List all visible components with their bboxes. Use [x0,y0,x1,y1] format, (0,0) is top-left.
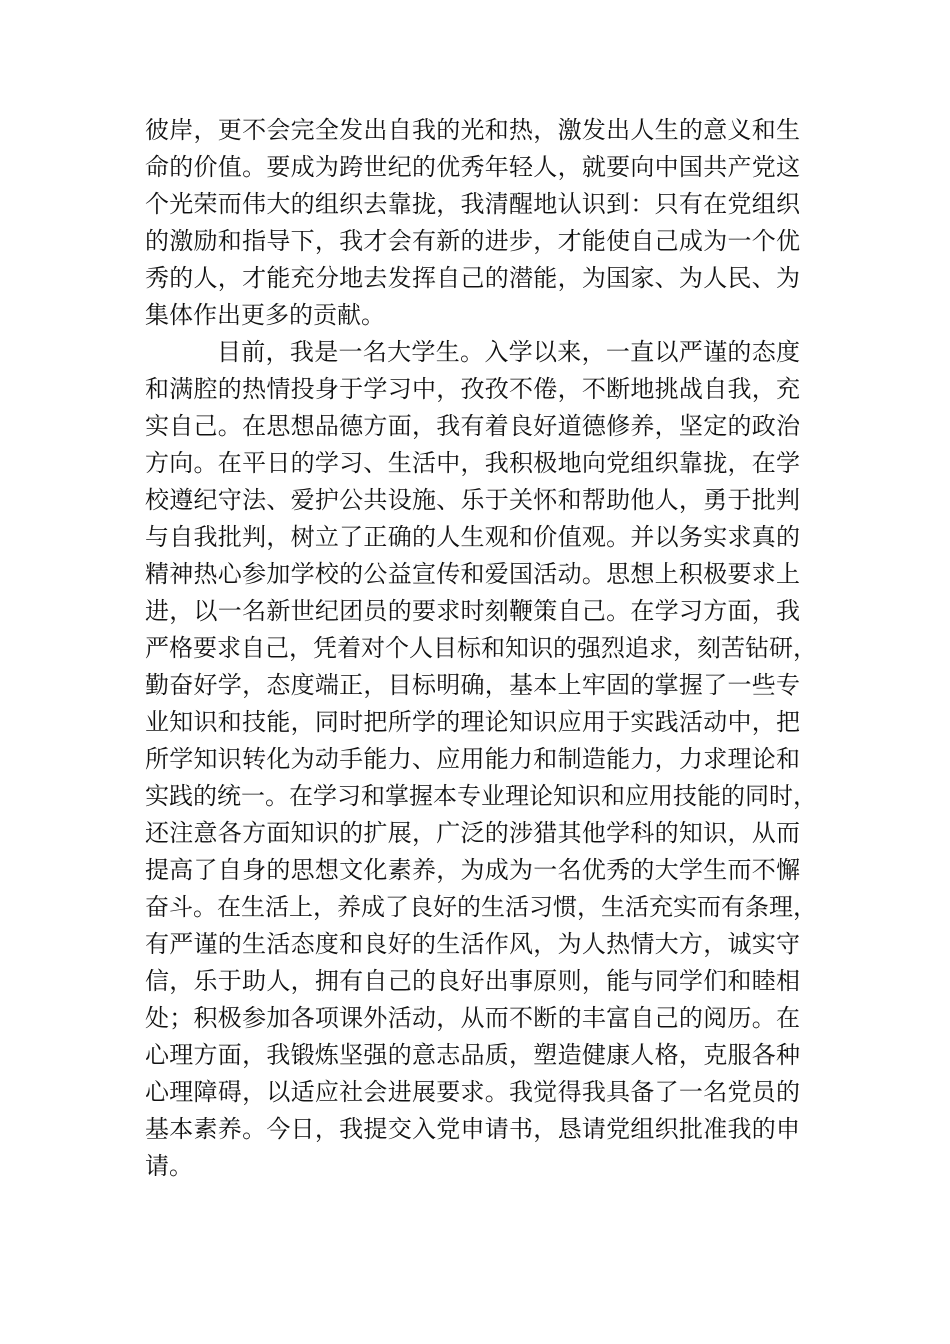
text-line: 心理方面，我锻炼坚强的意志品质，塑造健康人格，克服各种 [145,1041,800,1069]
text-line: 进，以一名新世纪团员的要求时刻鞭策自己。在学习方面，我 [145,597,800,625]
text-line: 和满腔的热情投身于学习中，孜孜不倦，不断地挑战自我，充 [145,375,800,403]
text-line: 方向。在平日的学习、生活中，我积极地向党组织靠拢，在学 [145,449,800,477]
text-line: 个光荣而伟大的组织去靠拢，我清醒地认识到：只有在党组织 [145,190,800,218]
text-line: 精神热心参加学校的公益宣传和爱国活动。思想上积极要求上 [145,560,800,588]
text-line: 请。 [145,1152,193,1180]
text-line: 集体作出更多的贡献。 [145,301,385,329]
document-page [145,112,817,1185]
text-line: 与自我批判，树立了正确的人生观和价值观。并以务实求真的 [145,523,800,551]
text-line: 严格要求自己，凭着对个人目标和知识的强烈追求，刻苦钻研， [145,634,817,662]
text-line: 彼岸，更不会完全发出自我的光和热，激发出人生的意义和生 [145,116,800,144]
text-line: 处；积极参加各项课外活动，从而不断的丰富自己的阅历。在 [145,1004,800,1032]
text-line: 所学知识转化为动手能力、应用能力和制造能力，力求理论和 [145,745,800,773]
text-line: 实践的统一。在学习和掌握本专业理论知识和应用技能的同时， [145,782,817,810]
paragraph-2 [145,334,817,1185]
text-line: 校遵纪守法、爱护公共设施、乐于关怀和帮助他人，勇于批判 [145,486,800,514]
text-line: 还注意各方面知识的扩展，广泛的涉猎其他学科的知识，从而 [145,819,800,847]
text-line: 的激励和指导下，我才会有新的进步，才能使自己成为一个优 [145,227,800,255]
text-line: 目前，我是一名大学生。入学以来，一直以严谨的态度 [217,338,800,366]
text-line: 勤奋好学，态度端正，目标明确，基本上牢固的掌握了一些专 [145,671,800,699]
text-line: 奋斗。在生活上，养成了良好的生活习惯，生活充实而有条理， [145,893,817,921]
text-line: 秀的人，才能充分地去发挥自己的潜能，为国家、为人民、为 [145,264,800,292]
text-line: 信，乐于助人，拥有自己的良好出事原则，能与同学们和睦相 [145,967,800,995]
text-line: 命的价值。要成为跨世纪的优秀年轻人，就要向中国共产党这 [145,153,800,181]
paragraph-1 [145,112,800,334]
text-line: 有严谨的生活态度和良好的生活作风，为人热情大方，诚实守 [145,930,800,958]
text-line: 心理障碍，以适应社会进展要求。我觉得我具备了一名党员的 [145,1078,800,1106]
text-line: 提高了自身的思想文化素养，为成为一名优秀的大学生而不懈 [145,856,800,884]
text-line: 基本素养。今日，我提交入党申请书，恳请党组织批准我的申 [145,1115,800,1143]
text-line: 业知识和技能，同时把所学的理论知识应用于实践活动中，把 [145,708,800,736]
text-line: 实自己。在思想品德方面，我有着良好道德修养，坚定的政治 [145,412,800,440]
